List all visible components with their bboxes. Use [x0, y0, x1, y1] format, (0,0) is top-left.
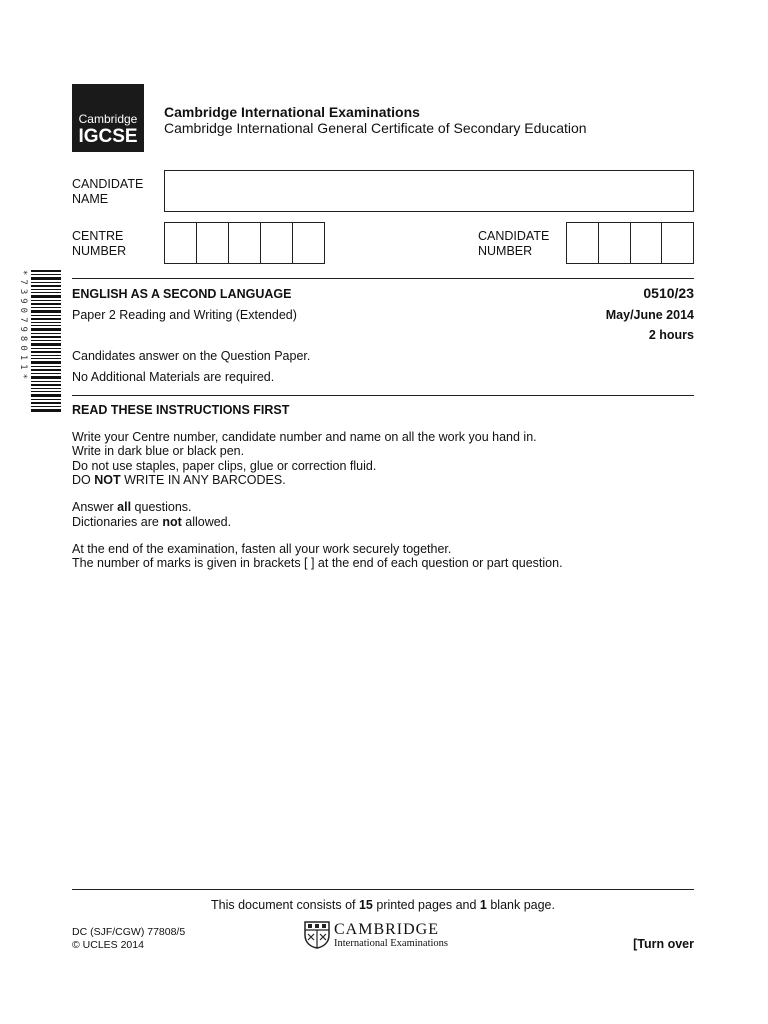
centre-number-label [72, 229, 126, 259]
centre-number-cell[interactable] [229, 223, 261, 263]
instruction-line-4-a: DO [72, 473, 95, 487]
cambridge-wordmark: CAMBRIDGE [334, 921, 440, 938]
page-count-e: blank page. [486, 898, 555, 912]
dictionaries-c: allowed. [181, 515, 232, 529]
barcode-digits: *7390798011* [18, 270, 28, 384]
document-reference [72, 926, 185, 952]
exam-session: May/June 2014 [605, 308, 694, 322]
cambridge-crest-icon [304, 921, 330, 949]
exam-duration: 2 hours [648, 328, 694, 342]
barcode [31, 270, 61, 412]
cambridge-igcse-logo [72, 84, 144, 152]
candidate-name-label [72, 177, 143, 207]
instruction-line-4-c: WRITE IN ANY BARCODES. [120, 473, 286, 487]
instruction-end-1: At the end of the examination, fasten all your work securely together. [72, 542, 452, 556]
answer-all-c: questions. [131, 500, 192, 514]
materials-text: No Additional Materials are required. [72, 370, 275, 384]
printed-page-count: 15 [358, 898, 373, 912]
instruction-line-1: Write your Centre number, candidate number and name on all the work you hand in. [72, 430, 537, 444]
centre-number-cell[interactable] [293, 223, 324, 263]
dictionaries-a: Dictionaries are [72, 515, 163, 529]
candidate-number-label-line2: NUMBER [478, 244, 533, 258]
centre-number-boxes[interactable] [164, 222, 325, 264]
candidate-number-cell[interactable] [662, 223, 693, 263]
candidate-number-boxes[interactable] [566, 222, 694, 264]
instruction-line-4 [72, 473, 286, 488]
instruction-dictionaries [72, 515, 231, 530]
divider-top [72, 278, 694, 279]
divider-footer [72, 889, 694, 890]
dictionaries-emphasis: not [162, 515, 182, 529]
logo-small-text: Cambridge [78, 112, 138, 126]
subject-title: ENGLISH AS A SECOND LANGUAGE [72, 287, 292, 301]
instruction-line-3: Do not use staples, paper clips, glue or correction fluid. [72, 459, 377, 473]
centre-number-label-line2: NUMBER [72, 244, 127, 258]
copyright-text: © UCLES 2014 [72, 939, 144, 951]
logo-big-text: IGCSE [78, 126, 138, 147]
answer-on-text: Candidates answer on the Question Paper. [72, 349, 311, 363]
candidate-name-label-line2: NAME [72, 192, 109, 206]
page-count-c: printed pages and [372, 898, 480, 912]
qualification-title: Cambridge International General Certificate of Secondary Education [164, 120, 587, 136]
blank-page-count: 1 [479, 898, 487, 912]
candidate-number-cell[interactable] [599, 223, 631, 263]
centre-number-cell[interactable] [261, 223, 293, 263]
centre-number-cell[interactable] [165, 223, 197, 263]
syllabus-code: 0510/23 [643, 285, 694, 301]
answer-all-emphasis: all [117, 500, 132, 514]
instructions-heading: READ THESE INSTRUCTIONS FIRST [72, 403, 290, 417]
centre-number-label-line1: CENTRE [72, 229, 124, 243]
exam-board-title: Cambridge International Examinations [164, 104, 420, 120]
paper-title: Paper 2 Reading and Writing (Extended) [72, 308, 297, 322]
reference-code: DC (SJF/CGW) 77808/5 [72, 926, 186, 938]
cambridge-subtitle: International Examinations [334, 938, 449, 949]
turn-over-text: [Turn over [633, 937, 694, 951]
instruction-line-4-emphasis: NOT [94, 473, 121, 487]
candidate-name-box[interactable] [164, 170, 694, 212]
centre-number-cell[interactable] [197, 223, 229, 263]
candidate-number-cell[interactable] [567, 223, 599, 263]
page-count-text [72, 898, 694, 913]
page-count-a: This document consists of [211, 898, 359, 912]
instruction-line-2: Write in dark blue or black pen. [72, 444, 245, 458]
instruction-answer-all [72, 500, 192, 515]
candidate-name-label-line1: CANDIDATE [72, 177, 144, 191]
candidate-number-label-line1: CANDIDATE [478, 229, 550, 243]
instruction-end-2: The number of marks is given in brackets [ ] at the end of each question or part question. [72, 556, 563, 570]
divider-middle [72, 395, 694, 396]
candidate-number-label [478, 229, 549, 259]
candidate-number-cell[interactable] [631, 223, 663, 263]
answer-all-a: Answer [72, 500, 118, 514]
